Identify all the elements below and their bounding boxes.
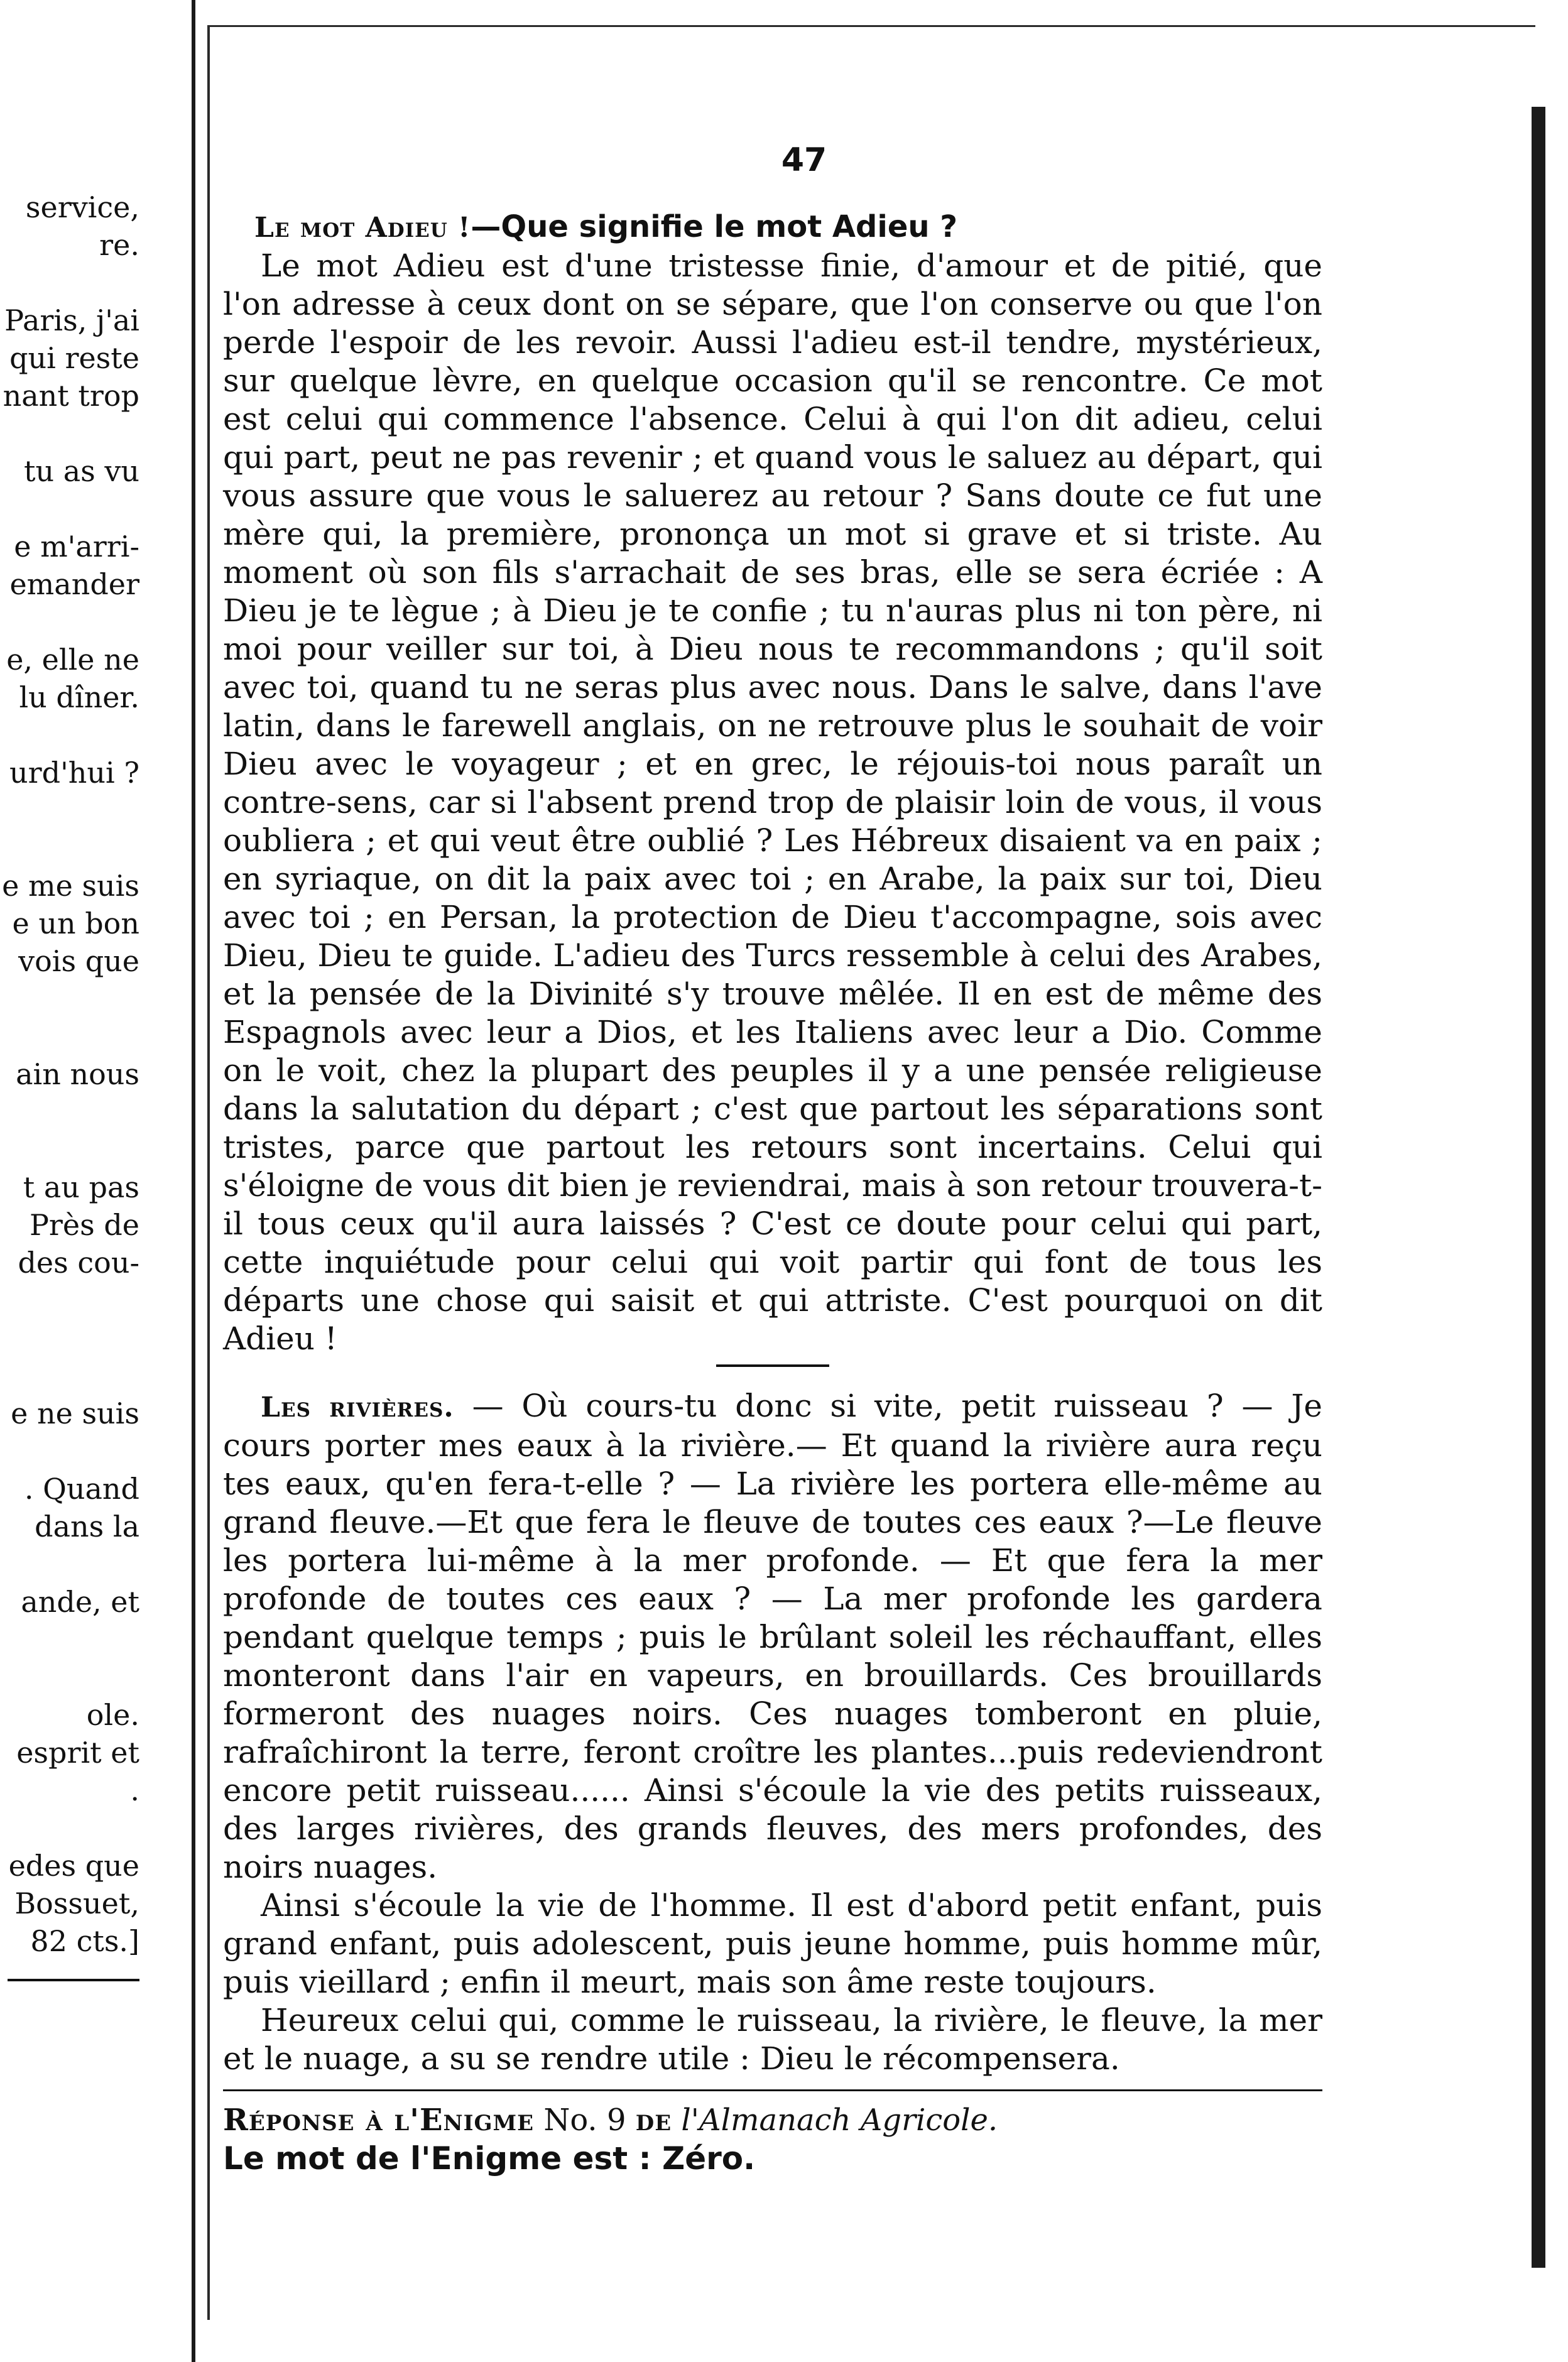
facing-page-fragment: vois que [18, 944, 139, 978]
facing-page-fragment: ole. [86, 1698, 139, 1732]
article-rivieres-body-3: Heureux celui qui, comme le ruisseau, la rivière, le fleuve, la mer et le nuage, a su se rendre utile : Dieu le récompensera. [223, 2002, 1322, 2077]
facing-page-fragment: e un bon [12, 906, 139, 940]
article-rivieres [223, 1387, 1322, 1886]
section-divider [716, 1364, 829, 1367]
enigme-answer: Le mot de l'Enigme est : Zéro. [223, 2140, 756, 2177]
facing-page-fragment: urd'hui ? [9, 756, 139, 790]
facing-page-fragment: ande, et [21, 1585, 139, 1619]
reponse-number: No. 9 [543, 2103, 626, 2138]
facing-page-fragment: . [130, 1773, 139, 1807]
reponse-line [223, 2101, 1322, 2139]
article-rivieres-body: — Où cours-tu donc si vite, petit ruisseau ? — Je cours porter mes eaux à la rivière.— Et quand la rivière aura reçu tes eaux, qu'en fera-t-elle ? — La rivière les portera elle-même au grand fleuve.—Et que fera le fleuve de toutes ces eaux ?—Le fleuve les portera lui-même à la mer profonde. — Et que fera la mer profonde de toutes ces eaux ? — La mer profonde les gardera pendant quelque temps ; puis le brûlant soleil les réchauffant, elles monteront dans l'air en vapeurs, en brouillards. Ces brouillards formeront des nuages noirs. Ces nuages tomberont en pluie, rafraîchiront la terre, feront croître les plantes...puis redeviendront encore petit ruisseau...... Ainsi s'écoule la vie des petits ruisseaux, des larges rivières, des grands fleuves, des mers profondes, des noirs nuages. [223, 1388, 1322, 1885]
facing-page-fragment: qui reste [9, 341, 139, 375]
page-number: 47 [781, 141, 827, 179]
facing-page-fragment: e ne suis [11, 1396, 139, 1430]
page-right-border [1532, 107, 1545, 2268]
facing-page-fragment: . Quand [24, 1472, 139, 1506]
facing-page-text [0, 0, 144, 2362]
facing-page-fragment: Près de [29, 1208, 139, 1242]
facing-page-fragment: lu dîner. [19, 680, 139, 714]
article-title-rivieres: Les rivières. [261, 1391, 454, 1423]
article-title-adieu: Le mot Adieu ! [254, 212, 471, 244]
facing-page-fragment: Paris, j'ai [4, 303, 139, 337]
facing-page-fragment: service, [25, 190, 139, 224]
article-adieu [223, 207, 1322, 247]
reponse-source: l'Almanach Agricole. [681, 2103, 998, 2138]
reponse-label: Réponse à l'Enigme [223, 2103, 535, 2138]
facing-page-fragment: des cou- [18, 1246, 139, 1280]
footer-rule [223, 2089, 1322, 2091]
facing-page-fragment: tu as vu [24, 454, 139, 488]
facing-page-fragment: 82 cts.] [30, 1924, 139, 1958]
facing-page-fragment: t au pas [23, 1170, 139, 1204]
facing-page-fragment: esprit et [16, 1736, 139, 1770]
facing-page-fragment: emander [9, 567, 139, 601]
facing-page-fragment: re. [99, 228, 139, 262]
facing-page-fragment: dans la [35, 1510, 139, 1543]
facing-page-fragment: e m'arri- [14, 530, 139, 563]
article-rivieres-body-2: Ainsi s'écoule la vie de l'homme. Il est d'abord petit enfant, puis grand enfant, puis adolescent, puis jeune homme, puis homme mûr, puis vieillard ; enfin il meurt, mais son âme reste toujours. [223, 1887, 1322, 2000]
facing-page-fragment: edes que [8, 1849, 139, 1883]
page-body [223, 207, 1322, 2178]
article-question-adieu: —Que signifie le mot Adieu ? [471, 209, 958, 244]
facing-page-fragment: e, elle ne [6, 643, 139, 677]
facing-page-fragment: nant trop [3, 379, 139, 413]
facing-page-fragment: Bossuet, [14, 1886, 139, 1920]
facing-page-rule [8, 1979, 139, 1981]
article-adieu-body: Le mot Adieu est d'une tristesse finie, d'amour et de pitié, que l'on adresse à ceux dont on se sépare, que l'on conserve ou que l'on perde l'espoir de les revoir. Aussi l'adieu est-il tendre, mystérieux, sur quelque lèvre, en quelque occasion qu'il se rencontre. Ce mot est celui qui commence l'absence. Celui à qui l'on dit adieu, celui qui part, peut ne pas revenir ; et quand vous le saluez au départ, qui vous assure que vous le saluerez au retour ? Sans doute ce fut une mère qui, la première, prononça un mot si grave et si triste. Au moment où son fils s'arrachait de ses bras, elle se sera écriée : A Dieu je te lègue ; à Dieu je te confie ; tu n'auras plus ni ton père, ni moi pour veiller sur toi, à Dieu nous te recommandons ; qu'il soit avec toi, quand tu ne seras plus avec nous. Dans le salve, dans l'ave latin, dans le farewell anglais, on ne retrouve plus le souhait de voir Dieu avec le voyageur ; et en grec, le réjouis-toi nous paraît un contre-sens, car si l'absent prend trop de plaisir loin de vous, il vous oubliera ; et qui veut être oublié ? Les Hébreux disaient va en paix ; en syriaque, on dit la paix avec toi ; en Arabe, la paix sur toi, Dieu avec toi ; en Persan, la protection de Dieu t'accompagne, sois avec Dieu, Dieu te guide. L'adieu des Turcs ressemble à celui des Arabes, et la pensée de la Divinité s'y trouve mêlée. Il en est de même des Espagnols avec leur a Dios, et les Italiens avec leur a Dio. Comme on le voit, chez la plupart des peuples il y a une pensée religieuse dans la salutation du départ ; c'est que partout les séparations sont tristes, parce que partout les retours sont incertains. Celui qui s'éloigne de vous dit bien je reviendrai, mais à son retour trouvera-t-il tous ceux qu'il aura laissés ? C'est ce doute pour celui qui part, cette inquiétude pour celui qui voit partir qui font de tous les départs une chose qui saisit et qui attriste. C'est pourquoi on dit Adieu ! [223, 248, 1322, 1357]
facing-page-fragment: e me suis [2, 869, 139, 903]
reponse-de: de [635, 2103, 672, 2138]
facing-page-fragment: ain nous [16, 1057, 139, 1091]
